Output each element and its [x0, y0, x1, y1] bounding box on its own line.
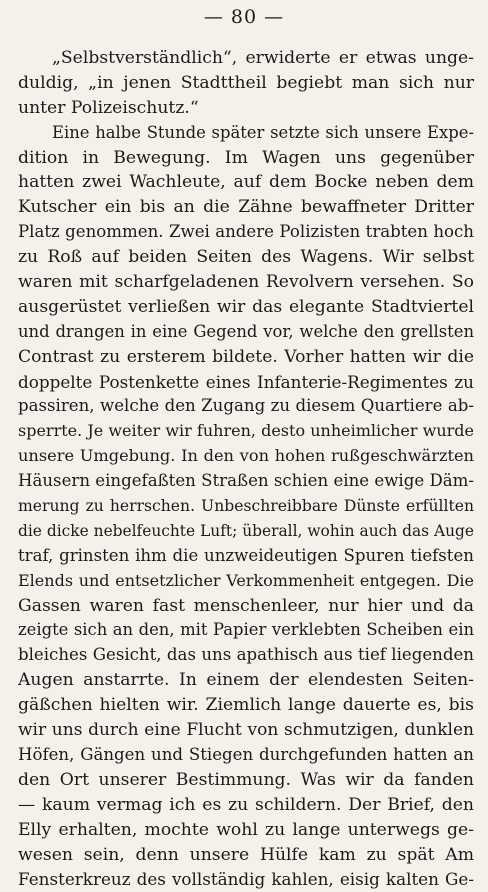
text-line: wesen sein, denn unsere Hülfe kam zu spät Am [18, 844, 474, 865]
text-line: „Selbstverständlich“, erwiderte er etwas unge- [52, 48, 474, 68]
text-line: sperrte. Je weiter wir fuhren, desto unheimlicher wurde [18, 421, 474, 441]
text-line: Augen anstarrte. In einem der elendesten Seiten- [18, 670, 474, 691]
text-line: Kutscher ein bis an die Zähne bewaffneter Dritter [18, 197, 474, 218]
text-line: traf, grinsten ihm die unzweideutigen Spuren tiefsten [18, 545, 474, 565]
text-line: bleiches Gesicht, das uns apathisch aus tief liegenden [18, 645, 474, 665]
page-number: — 80 — [203, 6, 285, 28]
text-line: zeigte sich an den, mit Papier verklebten Scheiben ein [18, 620, 474, 640]
text-line: — kaum vermag ich es zu schildern. Der Brief, den [18, 794, 474, 815]
text-line: ausgerüstet verließen wir das elegante Stadtviertel [18, 296, 474, 317]
text-line: Elly erhalten, mochte wohl zu lange unterwegs ge- [18, 819, 474, 840]
text-line: wir uns durch eine Flucht von schmutzigen, dunklen [18, 720, 474, 741]
text-line: unsere Umgebung. In den von hohen rußgeschwärzten [18, 446, 474, 466]
text-line: Contrast zu ersterem bildete. Vorher hatten wir die [18, 346, 474, 367]
text-line: hatten zwei Wachleute, auf dem Bocke neben dem [18, 172, 474, 193]
text-line: duldig, „in jenen Stadttheil begiebt man sich nur [18, 72, 474, 93]
text-line: dition in Bewegung. Im Wagen uns gegenüber [18, 147, 474, 168]
text-line: die dicke nebelfeuchte Luft; überall, wohin auch das Auge [18, 521, 474, 540]
text-line: passiren, welche den Zugang zu diesem Quartiere ab- [18, 396, 474, 416]
text-line: gäßchen hielten wir. Ziemlich lange dauerte es, bis [18, 695, 474, 716]
text-line: merung zu herrschen. Unbeschreibbare Dünste erfüllten [18, 497, 474, 516]
text-line: zu Roß auf beiden Seiten des Wagens. Wir selbst [18, 247, 474, 268]
text-line: und drangen in eine Gegend vor, welche den grellsten [18, 321, 474, 341]
text-line: doppelte Postenkette eines Infanterie-Regimentes zu [18, 371, 474, 392]
text-line: Platz genommen. Zwei andere Polizisten trabten hoch [18, 222, 474, 242]
text-line: Eine halbe Stunde später setzte sich unsere Expe- [52, 122, 474, 142]
text-line: Fensterkreuz des vollständig kahlen, eisig kalten Ge- [18, 869, 474, 890]
text-line: waren mit scharfgeladenen Revolvern versehen. So [18, 272, 474, 293]
text-line: den Ort unserer Bestimmung. Was wir da fanden [18, 769, 474, 790]
text-line: Elends und entsetzlicher Verkommenheit entgegen. Die [18, 570, 474, 590]
body-text [18, 46, 474, 892]
text-line: Gassen waren fast menschenleer, nur hier und da [18, 595, 474, 616]
text-line: Häusern eingefaßten Straßen schien eine ewige Däm- [18, 471, 474, 491]
text-line: Höfen, Gängen und Stiegen durchgefunden hatten an [18, 744, 474, 764]
text-line: unter Polizeischutz.“ [18, 97, 199, 118]
